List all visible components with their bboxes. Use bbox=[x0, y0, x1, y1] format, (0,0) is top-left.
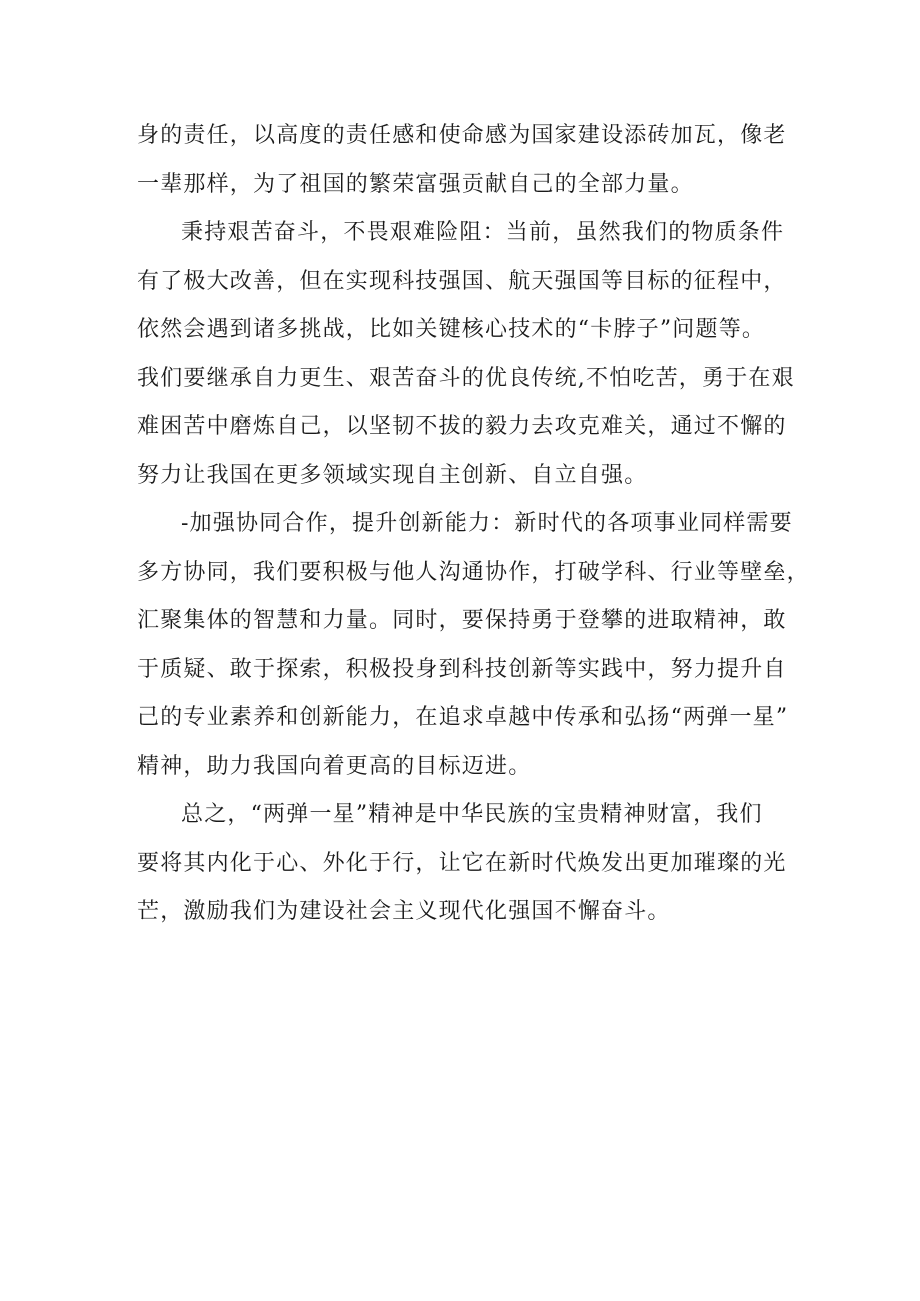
text-line: 己的专业素养和创新能力，在追求卓越中传承和弘扬“两弹一星” bbox=[137, 705, 789, 730]
text-line: 一辈那样，为了祖国的繁荣富强贡献自己的全部力量。 bbox=[137, 171, 694, 197]
text-line: 汇聚集体的智慧和力量。同时，要保持勇于登攀的进取精神，敢 bbox=[137, 608, 787, 633]
text-line: 身的责任，以高度的责任感和使命感为国家建设添砖加瓦，像老 bbox=[137, 123, 787, 148]
text-line: 要将其内化于心、外化于行，让它在新时代焕发出更加璀璨的光 bbox=[137, 850, 787, 876]
text-line: 难困苦中磨炼自己，以坚韧不拔的毅力去攻克难关，通过不懈的 bbox=[137, 414, 787, 439]
text-line: 依然会遇到诸多挑战，比如关键核心技术的“卡脖子”问题等。 bbox=[137, 317, 766, 342]
paragraph-first-line: -加强协同合作，提升创新能力：新时代的各项事业同样需要 bbox=[181, 511, 793, 536]
text-line: 于质疑、敢于探索，积极投身到科技创新等实践中，努力提升自 bbox=[137, 656, 787, 682]
document-body bbox=[137, 112, 810, 937]
paragraph-first-line: 总之，“两弹一星”精神是中华民族的宝贵精神财富，我们 bbox=[181, 802, 763, 827]
paragraph-first-line: 秉持艰苦奋斗，不畏艰难险阻：当前，虽然我们的物质条件 bbox=[181, 220, 785, 245]
text-line: 我们要继承自力更生、艰苦奋斗的优良传统,不怕吃苦，勇于在艰 bbox=[137, 365, 795, 391]
text-line: 努力让我国在更多领域实现自主创新、自立自强。 bbox=[137, 462, 648, 488]
text-line: 芒，激励我们为建设社会主义现代化强国不懈奋斗。 bbox=[137, 899, 671, 924]
text-line: 有了极大改善，但在实现科技强国、航天强国等目标的征程中， bbox=[137, 268, 787, 294]
text-line: 多方协同，我们要积极与他人沟通协作，打破学科、行业等壁垒， bbox=[137, 559, 810, 585]
text-line: 精神，助力我国向着更高的目标迈进。 bbox=[137, 753, 532, 779]
